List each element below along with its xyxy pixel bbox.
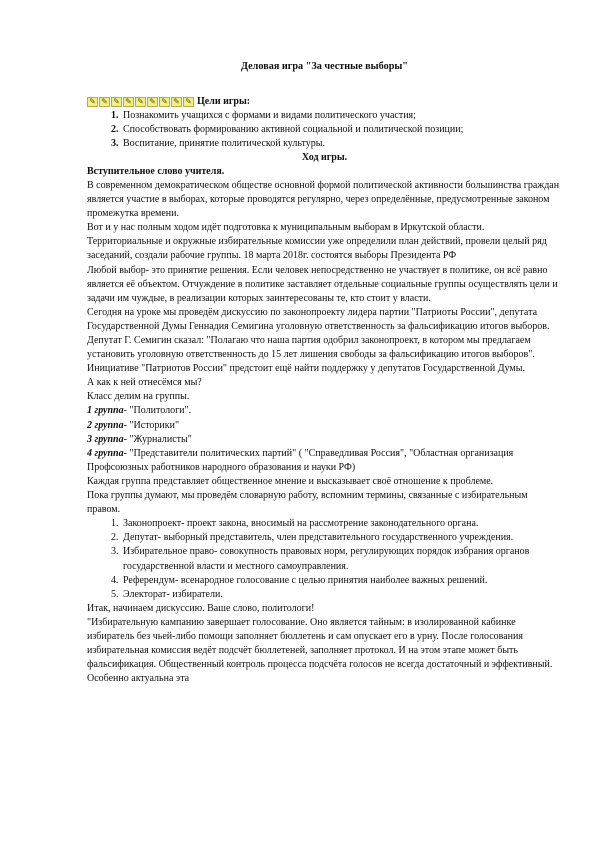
- terms-list: [87, 517, 562, 602]
- group-line: [87, 419, 562, 433]
- term-item: 2. Депутат- выборный представитель, член представительного государственного учреждения.: [121, 531, 562, 545]
- pencil-icon: ✎: [147, 97, 158, 107]
- pencil-icon: ✎: [87, 97, 98, 107]
- goals-heading-row: [87, 95, 562, 108]
- pencil-icon: ✎: [111, 97, 122, 107]
- pencil-icon-strip: [87, 97, 195, 107]
- group-tag: 2 группа: [87, 419, 124, 431]
- group-text: - "Политологи".: [123, 405, 192, 417]
- document-title: Деловая игра "За честные выборы": [241, 61, 408, 72]
- pencil-icon: ✎: [123, 97, 134, 107]
- goal-item: 2. Способствовать формированию активной социальной и политической позиции;: [121, 123, 562, 137]
- paragraph: Любой выбор- это принятие решения. Если человек непосредственно не участвует в политике, он всё равно является её объектом. Отчуждение в политике заставляет отдельные социальные группы осуществлять цели и задачи им чуждые, в реализации которых заинтересованы те, кто стоит у власти.: [87, 264, 558, 304]
- intro-heading: Вступительное слово учителя.: [87, 165, 225, 177]
- pencil-icon: ✎: [99, 97, 110, 107]
- pencil-icon: ✎: [135, 97, 146, 107]
- goals-list: [87, 109, 562, 151]
- paragraph: Вот и у нас полным ходом идёт подготовка к муниципальным выборам в Иркутской области. Территориальные и окружные избирательные комиссии уже определили план действий, провели целый ряд заседаний, создали рабочие группы. 18 марта 2018г. состоятся выборы Президента РФ: [87, 222, 547, 262]
- group-tag: 4 группа: [87, 447, 124, 459]
- paragraph: Сегодня на уроке мы проведём дискуссию по законопроекту лидера партии "Патриоты России", депутата Государственной Думы Геннадия Семигина уголовную ответственность за фальсификацию итогов выборов. Депутат Г. Семигин сказал: "Полагаю что наша партия одобрил законопроект, в котором мы предлагаем установить уголовную ответственность до 15 лет лишения свободы за фальсификацию итогов выборов".: [87, 306, 550, 361]
- term-item: 5. Электорат- избиратели.: [121, 588, 562, 602]
- paragraph: Пока группы думают, мы проведём словарную работу, вспомним термины, связанные с избирательным правом.: [87, 490, 528, 516]
- paragraph: Класс делим на группы.: [87, 391, 190, 403]
- group-tag: 1 группа: [87, 405, 124, 417]
- goal-item: 3. Воспитание, принятие политической культуры.: [121, 137, 562, 151]
- document-page: [87, 50, 562, 686]
- course-heading: Ход игры.: [301, 152, 348, 164]
- paragraph: "Избирательную кампанию завершает голосование. Оно является тайным: в изолированной кабинке избиратель без чьей-либо помощи заполняет бюллетень и сам опускает его в урну. После голосования избирательная комиссия ведёт подсчёт бюллетеней, заполняет протокол. И на этом этапе может быть фальсификация. Общественный контроль процесса подсчёта голосов не всегда достаточный и эффективный. Особенно актуальна эта: [87, 616, 553, 685]
- paragraph: А как к ней отнесёмся мы?: [87, 377, 202, 389]
- paragraph: Инициативе "Патриотов России" предстоит ещё найти поддержку у депутатов Государственной Думы.: [87, 363, 525, 375]
- pencil-icon: ✎: [159, 97, 170, 107]
- paragraph: В современном демократическом обществе основной формой политической активности большинства граждан является участие в выборах, которые проводятся регулярно, через определённые, предусмотренные законом промежутка времени.: [87, 179, 560, 220]
- pencil-icon: ✎: [183, 97, 194, 107]
- group-line: [87, 433, 562, 447]
- goal-item: 1. Познакомить учащихся с формами и видами политического участия;: [121, 109, 562, 123]
- paragraph: Каждая группа представляет общественное мнение и высказывает своё отношение к проблеме.: [87, 475, 494, 487]
- group-line: [87, 447, 562, 475]
- paragraph: Итак, начинаем дискуссию. Ваше слово, политологи!: [87, 602, 315, 614]
- group-tag: 3 группа: [87, 433, 124, 445]
- group-text: - "Историки": [123, 419, 180, 431]
- goals-heading: Цели игры:: [197, 96, 251, 107]
- term-item: 3. Избирательное право- совокупность правовых норм, регулирующих порядок избрания органов государственной власти и местного самоуправления.: [121, 545, 562, 573]
- group-text: - "Журналисты": [123, 433, 192, 445]
- group-text: - "Представители политических партий" ( "Справедливая Россия", "Областная организация Профсоюзных работников народного образования и науки РФ): [87, 447, 514, 473]
- term-item: 4. Референдум- всенародное голосование с целью принятия наиболее важных решений.: [121, 574, 562, 588]
- pencil-icon: ✎: [171, 97, 182, 107]
- group-line: [87, 404, 562, 418]
- term-item: 1. Законопроект- проект закона, вносимый на рассмотрение законодательного органа.: [121, 517, 562, 531]
